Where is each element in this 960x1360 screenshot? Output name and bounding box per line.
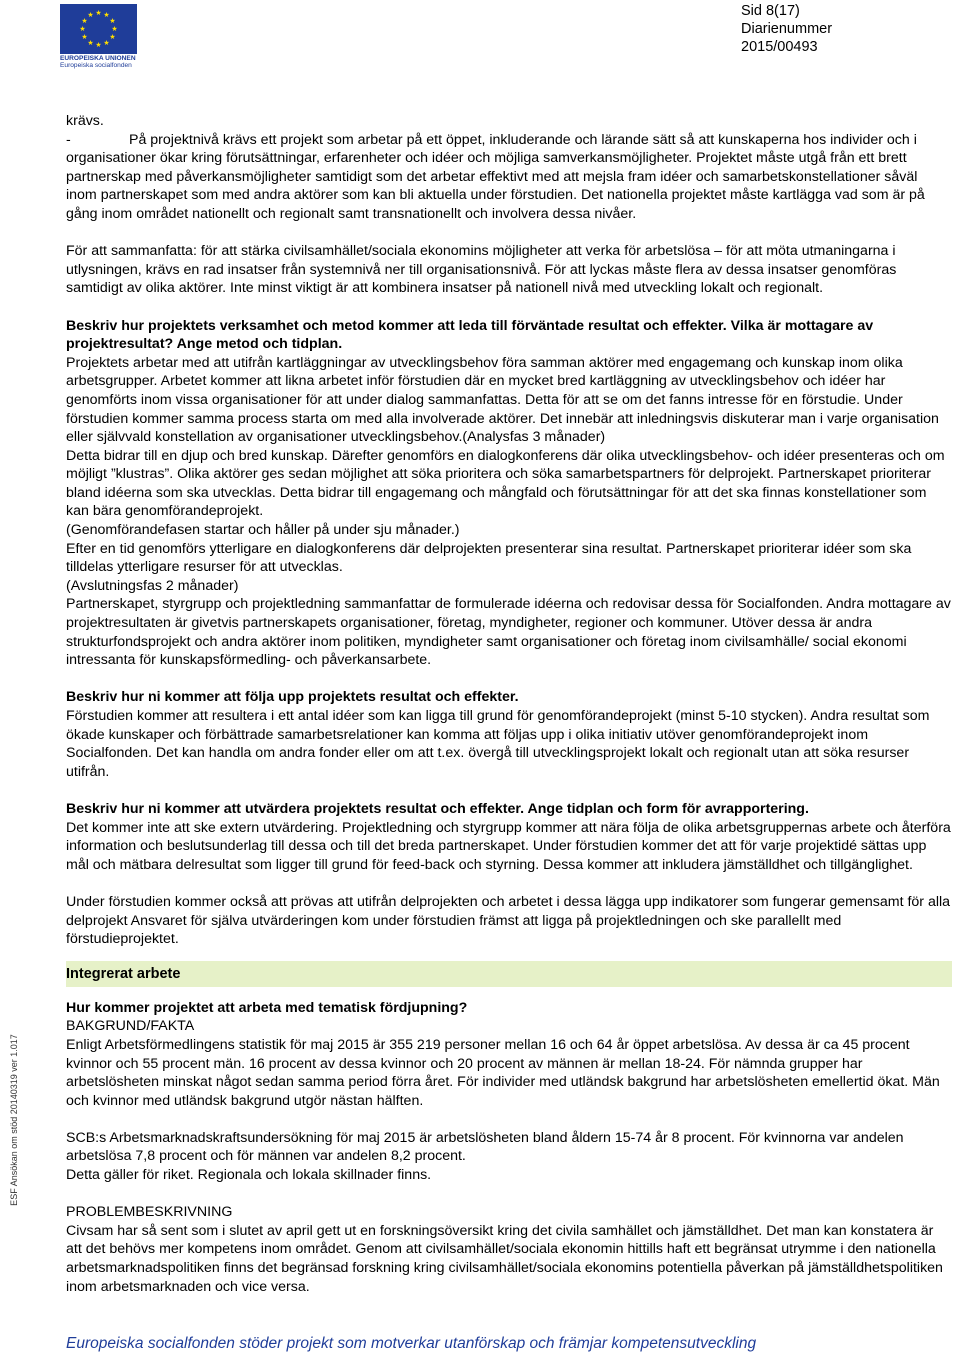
answer-paragraph: (Avslutningsfas 2 månader): [66, 577, 239, 594]
paragraph: SCB:s Arbetsmarknadskraftsundersökning för maj 2015 är arbetslösheten bland åldern 15-74 år 8 procent. För kvinnorna var andelen arbetslösa 7,8 procent och för männen var andelen 8,2 procent.: [66, 1129, 904, 1165]
answer-paragraph: (Genomförandefasen startar och håller på under sju månader.): [66, 522, 460, 539]
question-heading: Beskriv hur projektets verksamhet och metod kommer att leda till förväntade resultat och effekter. Vilka är mottagare av projektresultat? Ange metod och tidplan.: [66, 317, 874, 353]
svg-text:★: ★: [103, 39, 110, 47]
svg-text:★: ★: [87, 39, 94, 47]
page-header-info: [741, 2, 832, 56]
section-header-integrated-work: Integrerat arbete: [66, 961, 952, 987]
svg-text:★: ★: [109, 17, 116, 25]
subheading-problem: PROBLEMBESKRIVNING: [66, 1204, 233, 1221]
page-footer: Europeiska socialfonden stöder projekt som motverkar utanförskap och främjar kompetensutveckling: [66, 1335, 757, 1352]
answer-paragraph: Under förstudien kommer också att prövas att utifrån delprojekten och arbetet i dessa lägga upp indikatorer som fungerar gemensamt för alla delprojekt Ansvaret för själva utvärderingen kom under förstudien främst att ligga på projektledningen och ske parallellt med förstudieprojektet.: [66, 893, 951, 948]
svg-text:★: ★: [111, 25, 118, 33]
question-heading: Beskriv hur ni kommer att utvärdera projektets resultat och effekter. Ange tidplan och form för avrapportering.: [66, 800, 809, 817]
answer-paragraph: Partnerskapet, styrgrupp och projektledning sammanfattar de formulerade idéerna och redovisar dessa för Socialfonden. Andra mottagare av projektresultaten är givetvis partnerskapets organisationer, företag, myndigheter, regioner och kommuner. Utöver dessa är andra strukturfondsprojekt och andra aktörer inom politiken, myndigheter samt organisationer och företag inom civilsamhälle/ social ekonomi intressanta för kunskapsförmedling- och påverkansarbete.: [66, 596, 951, 669]
dash-marker: -: [66, 131, 71, 148]
svg-text:★: ★: [109, 33, 116, 41]
svg-text:★: ★: [81, 17, 88, 25]
page-number: Sid 8(17): [741, 3, 800, 19]
answer-paragraph: Projektets arbetar med att utifrån kartläggningar av utvecklingsbehov föra samman aktörer med engagemang och kunskap inom olika arbetsgrupper. Arbetet kommer att likna arbetet inför förstudien där en mycket bred kartläggning av utvecklingsbehov och idéer har genomförts inom vissa organisationer för att under dialog sammanfattas. Detta för att se om det fanns intresse för en förstudie. Under förstudien kommer samma process starta om med alla involverade aktörer. Det innebär att inledningsvis diskuterar man i varje organisation eller självvald konstellation av organisationer utvecklingsbehov.(Analysfas 3 månader): [66, 354, 939, 446]
svg-text:★: ★: [87, 11, 94, 19]
paragraph-bullet: [66, 131, 952, 224]
svg-text:★: ★: [95, 41, 102, 49]
diary-label: Diarienummer: [741, 21, 833, 37]
paragraph: För att sammanfatta: för att stärka civilsamhället/sociala ekonomins möjligheter att verka för arbetslösa – för att möta utmaningarna i utlysningen, krävs en rad insatser från systemnivå ner till organisationsnivå. För att lyckas måste flera av dessa insatser genomföras samtidigt av olika aktörer. Inte minst viktigt är att kombinera insatser på nationell nivå med utveckling lokalt och regionalt.: [66, 243, 897, 297]
eu-flag-icon: [60, 4, 137, 54]
paragraph: Civsam har så sent som i slutet av april gett ut en forskningsöversikt kring det civila samhället och jämställdhet. Det man kan konstatera är att det behövs mer kompetens inom området. Genom att civilsamhället/sociala ekonomin hittills haft ett begränsat utrymme i den nationella arbetsmarknadspolitiken finns det begränsad forskning kring civilsamhället/sociala ekonomins potentiella påverkan på jämställdhetspolitiken inom arbetsmarknaden och vice versa.: [66, 1222, 943, 1295]
paragraph: Enligt Arbetsförmedlingens statistik för maj 2015 är 355 219 personer mellan 16 och 64 år öppet arbetslösa. Av dessa är ca 45 procent kvinnor och 55 procent män. 16 procent av dessa kvinnor och 20 procent av männen är mellan 18-24. För nämnda grupper har arbetslösheten minskat något sedan samma period förra året. För individer med utländsk bakgrund har arbetslösheten emellertid ökat. Män och kvinnor med utländsk bakgrund utgör nästan hälften.: [66, 1036, 940, 1109]
svg-text:★: ★: [81, 33, 88, 41]
form-version-label: ESF Ansökan om stöd 20140319 ver 1.017: [9, 1034, 19, 1206]
paragraph: Detta gäller för riket. Regionala och lokala skillnader finns.: [66, 1167, 432, 1184]
diary-number: 2015/00493: [741, 39, 818, 55]
logo-caption-line2: Europeiska socialfonden: [60, 62, 132, 69]
question-heading: Beskriv hur ni kommer att följa upp projektets resultat och effekter.: [66, 689, 519, 706]
svg-text:★: ★: [79, 25, 86, 33]
question-heading: Hur kommer projektet att arbeta med tematisk fördjupning?: [66, 999, 468, 1016]
document-body: [66, 112, 952, 1296]
svg-text:★: ★: [103, 11, 110, 19]
answer-paragraph: Förstudien kommer att resultera i ett antal idéer som kan ligga till grund för genomförandeprojekt (minst 5-10 stycken). Andra resultat som ökade kunskaper och förbättrade samarbetsrelationer kan komma att följas upp i olika initiativ utöver genomförandeprojekt inom Socialfonden. Det kan handla om andra fonder eller om att t.ex. övergå till utvecklingsprojekt lokalt och regionalt utan att söka resurser utifrån.: [66, 708, 930, 780]
eu-stars-icon: [60, 4, 137, 54]
paragraph-text: På projektnivå krävs ett projekt som arbetar på ett öppet, inkluderande och lärande sätt så att kunskaperna hos individer och i organisationer ökar kring förutsättningar, erfarenheter och idéer och möjliga samverkansmöjligheter. Projektet måste utgå från ett brett partnerskap med påverkansmöjligheter samtidigt som det arbetar effektivt med att mejsla fram idéer och samarbetskonstellationer såväl inom partnerskapet som med andra aktörer som kan bli aktuella under förstudien. Det nationella projektet måste kartlägga vad som är på gång inom området nationellt och regionalt samt transnationellt och involvera dessa nivåer.: [66, 131, 925, 222]
subheading-background: BAKGRUND/FAKTA: [66, 1018, 195, 1035]
answer-paragraph: Detta bidrar till en djup och bred kunskap. Därefter genomförs en dialogkonferens där olika utvecklingsbehov- och idéer presenteras och om möjligt ”klustras”. Olika aktörer ges sedan möjlighet att söka prioritera och söka samarbetspartners för delprojekt. Partnerskapet prioriterar bland idéerna som ska utvecklas. Detta bidrar till engagemang och mångfald och förutsättningar för att det ska finnas konstellationer som kan bära genomförandeprojekt.: [66, 447, 945, 520]
answer-paragraph: Efter en tid genomförs ytterligare en dialogkonferens där delprojekten presenterar sina resultat. Partnerskapet prioriterar idéer som ska tilldelas ytterligare resurser för att utvecklas.: [66, 540, 912, 576]
paragraph: krävs.: [66, 113, 104, 129]
svg-text:★: ★: [95, 9, 102, 17]
logo-caption-line1: EUROPEISKA UNIONEN: [60, 55, 136, 62]
eu-logo: [60, 4, 137, 68]
answer-paragraph: Det kommer inte att ske extern utvärdering. Projektledning och styrgrupp kommer att nära följa de olika arbetsgruppernas arbete och återföra information och beslutsunderlag till dessa och till det breda partnerskapet. Under förstudien kommer det att för varje projektidé sättas upp mål och mätbara delresultat som ligger till grund för feed-back och styrning. Dessa kommer att inkludera jämställdhet och tillgänglighet.: [66, 819, 951, 873]
